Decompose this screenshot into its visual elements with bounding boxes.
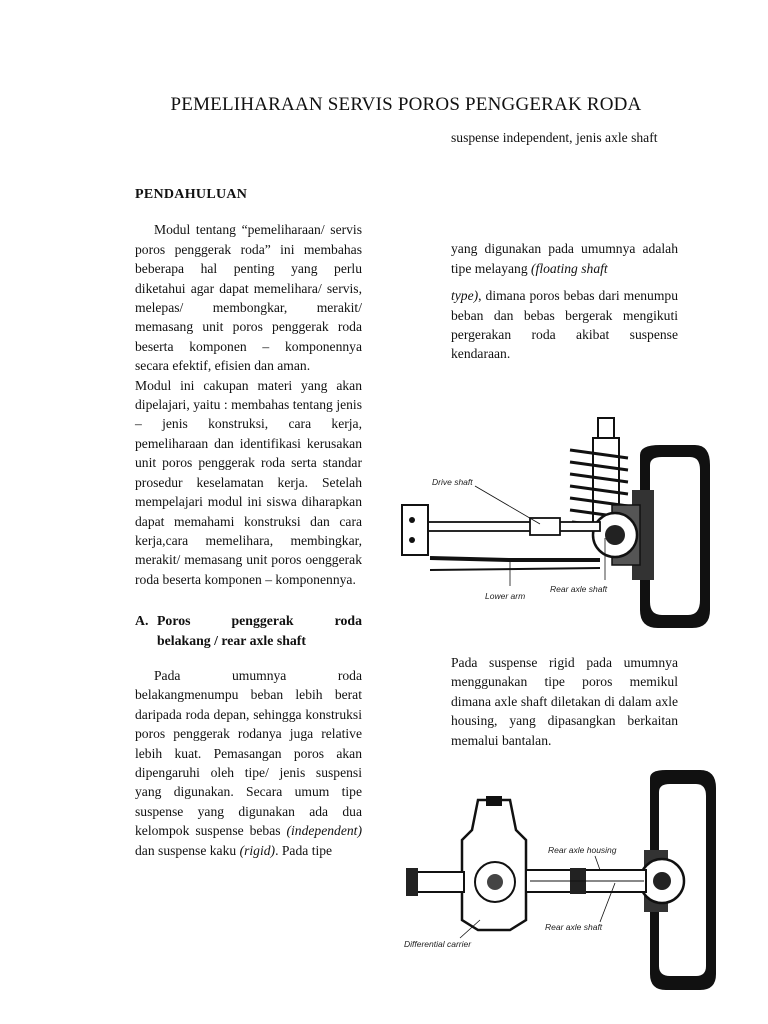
label-rear-axle-shaft: Rear axle shaft	[550, 584, 608, 594]
rigid-axle-drawing	[400, 770, 718, 992]
label-drive-shaft: Drive shaft	[432, 477, 473, 487]
label-differential-carrier: Differential carrier	[404, 939, 472, 949]
section-a-title-line-2: belakang / rear axle shaft	[157, 632, 306, 648]
right-paragraph-1: suspense independent, jenis axle shaft	[451, 130, 658, 145]
figure-independent-suspension	[400, 410, 712, 632]
section-a-title-word-1: Poros	[157, 613, 191, 629]
section-a-title-word-2: penggerak	[231, 613, 294, 629]
intro-paragraph-1: Modul tentang “pemeliharaan/ servis poros penggerak roda” ini membahas beberapa hal penting yang perlu diketahui agar dapat memelihara/ servis, melepas/ membongkar, merakit/ memasang unit poros penggerak roda beserta komponen – komponennya secara efektif, efisien dan aman.	[135, 222, 362, 374]
label-rear-axle-housing: Rear axle housing	[548, 845, 617, 855]
right-paragraph-4-block	[451, 653, 678, 750]
label-lower-arm: Lower arm	[485, 591, 526, 601]
section-a-number: A.	[135, 613, 149, 629]
section-a-paragraph: Pada umumnya roda belakangmenumpu beban lebih berat daripada roda depan, sehingga konstruksi poros penggerak rodanya juga relative lebih kuat. Pemasangan poros akan dipengaruhi oleh tipe/ jenis suspensi yang digunakan. Secara umum tipe suspense yang digunakan ada dua kelompok suspense bebas (independent) dan suspense kaku (rigid). Pada tipe	[135, 667, 362, 858]
right-paragraph-3: type), dimana poros bebas dari menumpu beban dan bebas bergerak mengikuti pergerakan roda akibat suspense kendaraan.	[451, 288, 678, 362]
page-title: PEMELIHARAAN SERVIS POROS PENGGERAK RODA	[170, 94, 642, 115]
section-a-heading	[135, 611, 362, 650]
independent-suspension-drawing	[400, 410, 712, 632]
section-heading-pendahuluan: PENDAHULUAN	[135, 187, 248, 202]
figure-rigid-axle	[400, 770, 718, 992]
left-column	[135, 185, 362, 860]
right-column	[451, 128, 678, 364]
section-a-title-word-3: roda	[334, 613, 362, 629]
label-rear-axle-shaft-rigid: Rear axle shaft	[545, 922, 603, 932]
intro-paragraph-2: Modul ini cakupan materi yang akan dipelajari, yaitu : membahas tentang jenis – jenis konstruksi, cara kerja, pemeliharaan dan identifikasi kerusakan unit poros penggerak roda serta standar prosedur keselamatan kerja. Setelah mempelajari modul ini siswa diharapkan dapat memahami konstruksi dan cara kerja,cara memelihara, membingkar, merakit/ memasang unit poros oenggerak roda beserta komponen – komponennya.	[135, 377, 362, 587]
right-paragraph-4: Pada suspense rigid pada umumnya menggunakan tipe poros memikul dimana axle shaft diletakan di dalam axle housing, yang dipasangkan berkaitan memalui bantalan.	[451, 655, 678, 748]
right-paragraph-2: yang digunakan pada umumnya adalah tipe melayang (floating shaft	[451, 241, 678, 276]
